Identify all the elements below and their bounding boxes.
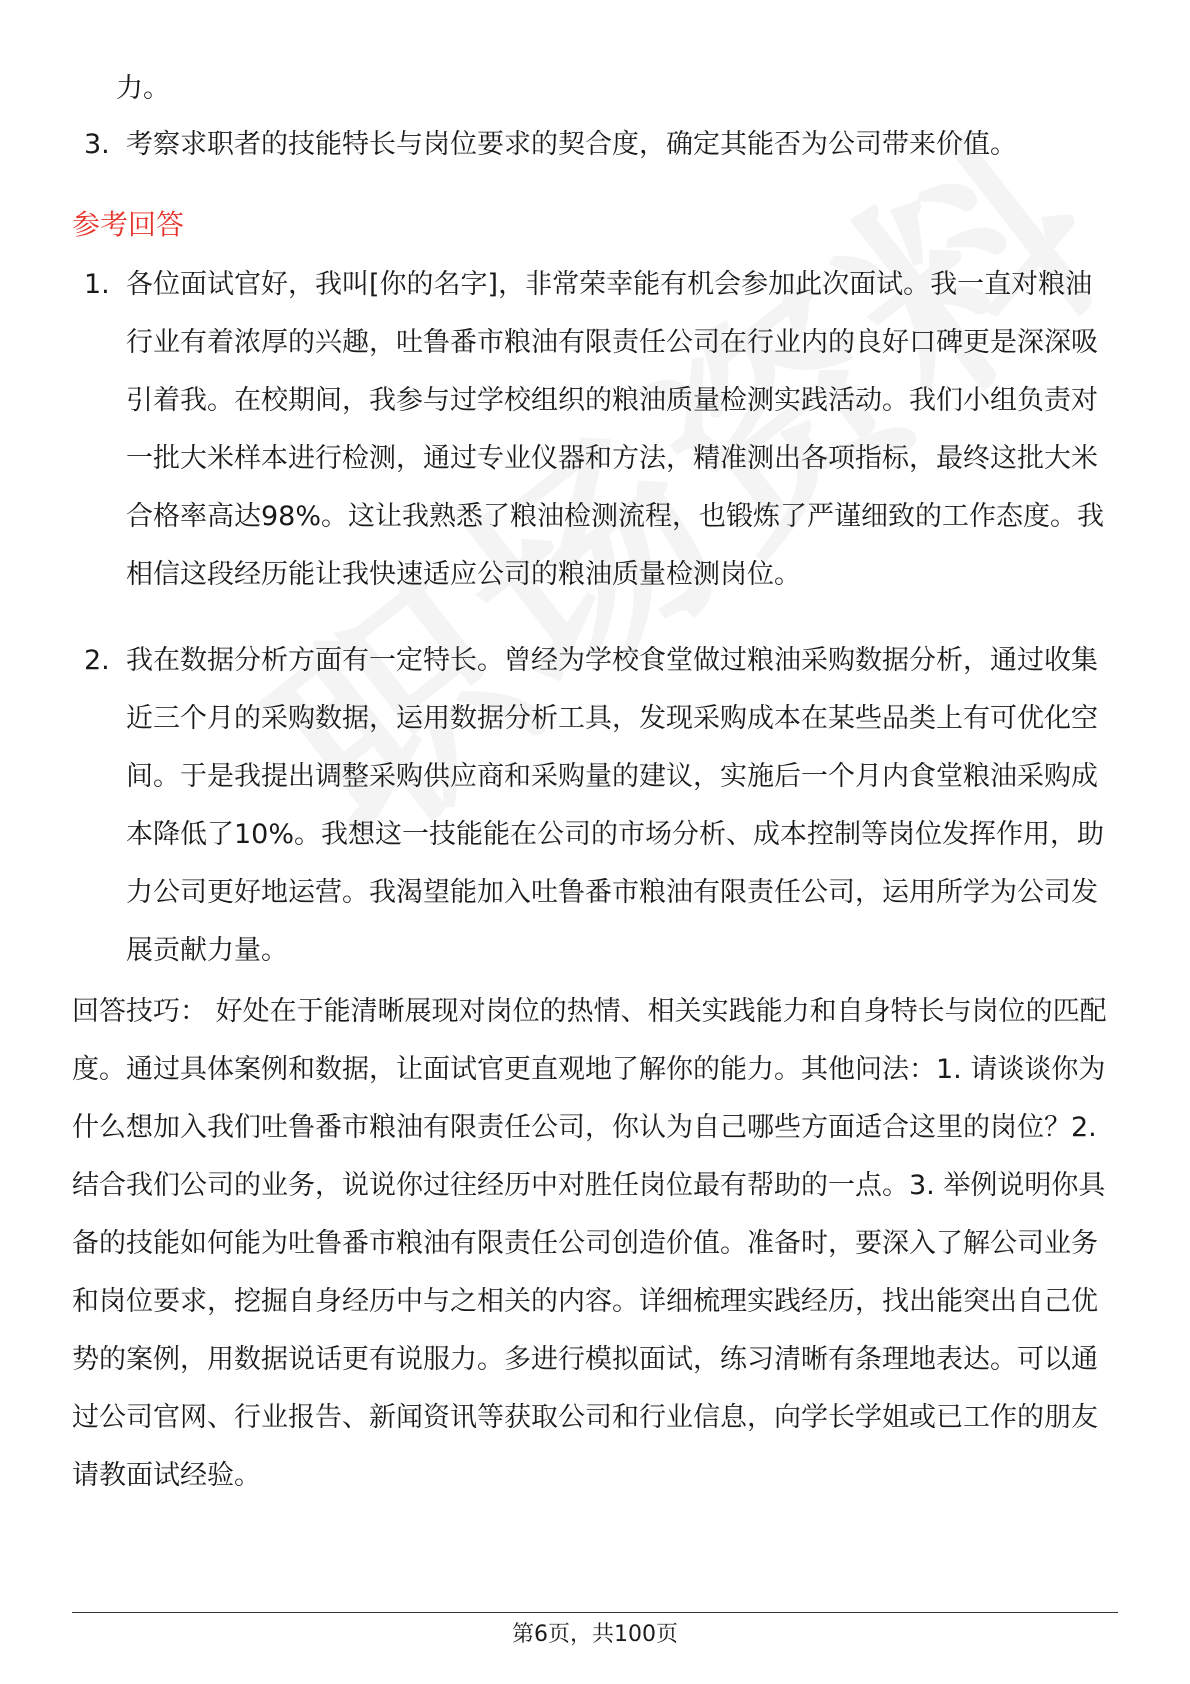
list-number: 2. <box>84 645 110 676</box>
section-title: 参考回答 <box>72 208 185 241</box>
answer-list-item <box>84 632 1124 980</box>
page-number: 第6页，共100页 <box>512 1622 678 1647</box>
footer-divider <box>72 1612 1118 1613</box>
requirement-list-item <box>84 116 1124 174</box>
answer-tips-paragraph: 回答技巧： 好处在于能清晰展现对岗位的热情、相关实践能力和自身特长与岗位的匹配度。通过具体案例和数据，让面试官更直观地了解你的能力。其他问法：1. 请谈谈你为什么想加入我们吐鲁番市粮油有限责任公司，你认为自己哪些方面适合这里的岗位？2. 结合我们公司的业务，说说你过往经历中对胜任岗位最有帮助的一点。3. 举例说明你具备的技能如何能为吐鲁番市粮油有限责任公司创造价值。准备时，要深入了解公司业务和岗位要求，挖掘自身经历中与之相关的内容。详细梳理实践经历，找出能突出自己优势的案例，用数据说话更有说服力。多进行模拟面试，练习清晰有条理地表达。可以通过公司官网、行业报告、新闻资讯等获取公司和行业信息，向学长学姐或已工作的朋友请教面试经验。 <box>72 996 1107 1491</box>
list-number: 3. <box>84 129 110 160</box>
list-item-text: 考察求职者的技能特长与岗位要求的契合度，确定其能否为公司带来价值。 <box>126 129 1017 160</box>
answer-list-item <box>84 256 1124 604</box>
answer-text: 各位面试官好，我叫[你的名字]，非常荣幸能有机会参加此次面试。我一直对粮油行业有着浓厚的兴趣，吐鲁番市粮油有限责任公司在行业内的良好口碑更是深深吸引着我。在校期间，我参与过学校组织的粮油质量检测实践活动。我们小组负责对一批大米样本进行检测，通过专业仪器和方法，精准测出各项指标，最终这批大米合格率高达98%。这让我熟悉了粮油检测流程，也锻炼了严谨细致的工作态度。我相信这段经历能让我快速适应公司的粮油质量检测岗位。 <box>126 269 1105 590</box>
list-number: 1. <box>84 269 110 300</box>
answer-text: 我在数据分析方面有一定特长。曾经为学校食堂做过粮油采购数据分析，通过收集近三个月的采购数据，运用数据分析工具，发现采购成本在某些品类上有可优化空间。于是我提出调整采购供应商和采购量的建议，实施后一个月内食堂粮油采购成本降低了10%。我想这一技能能在公司的市场分析、成本控制等岗位发挥作用，助力公司更好地运营。我渴望能加入吐鲁番市粮油有限责任公司，运用所学为公司发展贡献力量。 <box>126 645 1105 966</box>
continuation-text: 力。 <box>116 73 170 104</box>
